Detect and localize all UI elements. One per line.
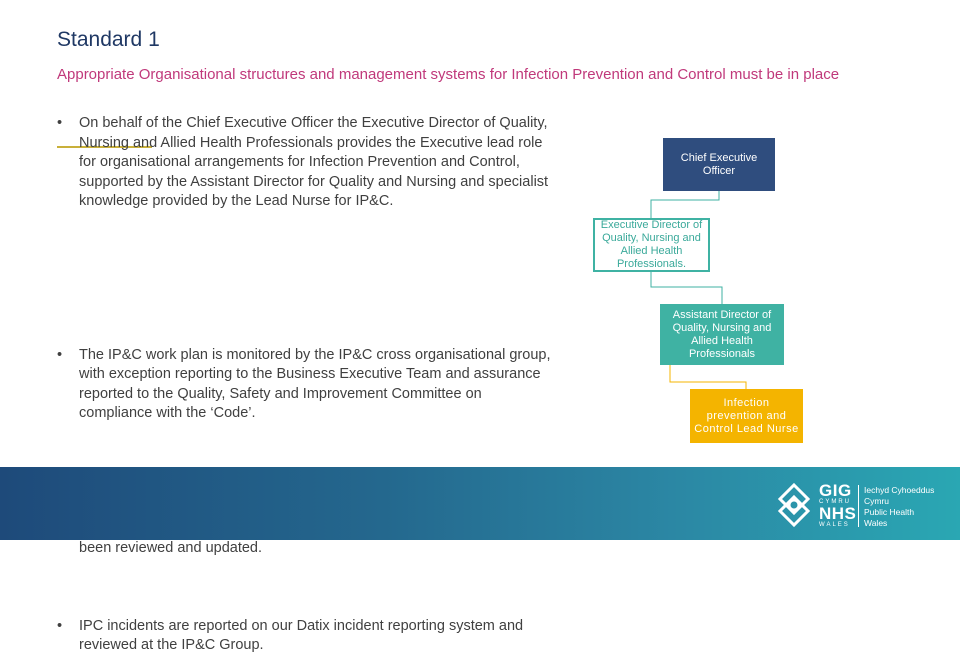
bullet-text: been reviewed and updated. <box>79 540 263 556</box>
connector-ceo-exec <box>651 191 719 218</box>
org-name-line: Public Health <box>864 507 915 517</box>
org-box-chief-executive: Chief Executive Officer <box>663 138 775 191</box>
page-subtitle: Appropriate Organisational structures and management systems for Infection Prevention and Control must be in place <box>57 66 840 83</box>
bullet-text: IPC incidents are reported on our Datix incident reporting system and reviewed at the IP&C Group. <box>79 617 524 653</box>
org-box-assistant-director: Assistant Director of Quality, Nursing and Allied Health Professionals <box>660 304 784 365</box>
logo-gig: GIG <box>819 481 852 500</box>
nhs-wales-logo <box>772 481 942 531</box>
bullet-text: On behalf of the Chief Executive Officer the Executive Director of Quality, Nursing and Allied Health Professionals provides the Executive lead role for organisational arrangements for Infection Prevention and Control, supported by the Assistant Director for Quality and Nursing and specialist knowledge provided by the Lead Nurse for IP&C. <box>79 115 549 209</box>
org-box-executive-director: Executive Director of Quality, Nursing and Allied Health Professionals. <box>593 218 710 272</box>
logo-wales: WALES <box>819 522 850 528</box>
page-title: Standard 1 <box>57 28 160 51</box>
logo-nhs: NHS <box>819 504 857 523</box>
bullet-dot: • <box>57 346 63 363</box>
org-name <box>864 485 934 529</box>
org-box-ipc-lead-nurse: Infection prevention and Control Lead Nurse <box>690 389 803 443</box>
org-name-line: Cymru <box>864 496 890 506</box>
dragon-knot-icon <box>772 481 816 529</box>
connector-assistant-ipc <box>670 365 746 389</box>
bullet-dot: • <box>57 617 63 634</box>
bullet-text: The IP&C work plan is monitored by the IP&C cross organisational group, with exception reporting to the Business Executive Team and assurance reported to the Quality, Safety and Improvement Committee on compliance with the ‘Code’. <box>79 346 551 421</box>
nhs-wordmark <box>819 483 856 529</box>
connector-exec-assistant <box>651 272 722 304</box>
org-name-line: Iechyd Cyhoeddus <box>864 485 935 495</box>
logo-divider <box>858 485 859 527</box>
bullet-dot: • <box>57 115 63 131</box>
bullet-item <box>57 617 557 656</box>
logo-cymru: CYMRU <box>819 499 851 505</box>
org-name-line: Wales <box>864 518 888 528</box>
